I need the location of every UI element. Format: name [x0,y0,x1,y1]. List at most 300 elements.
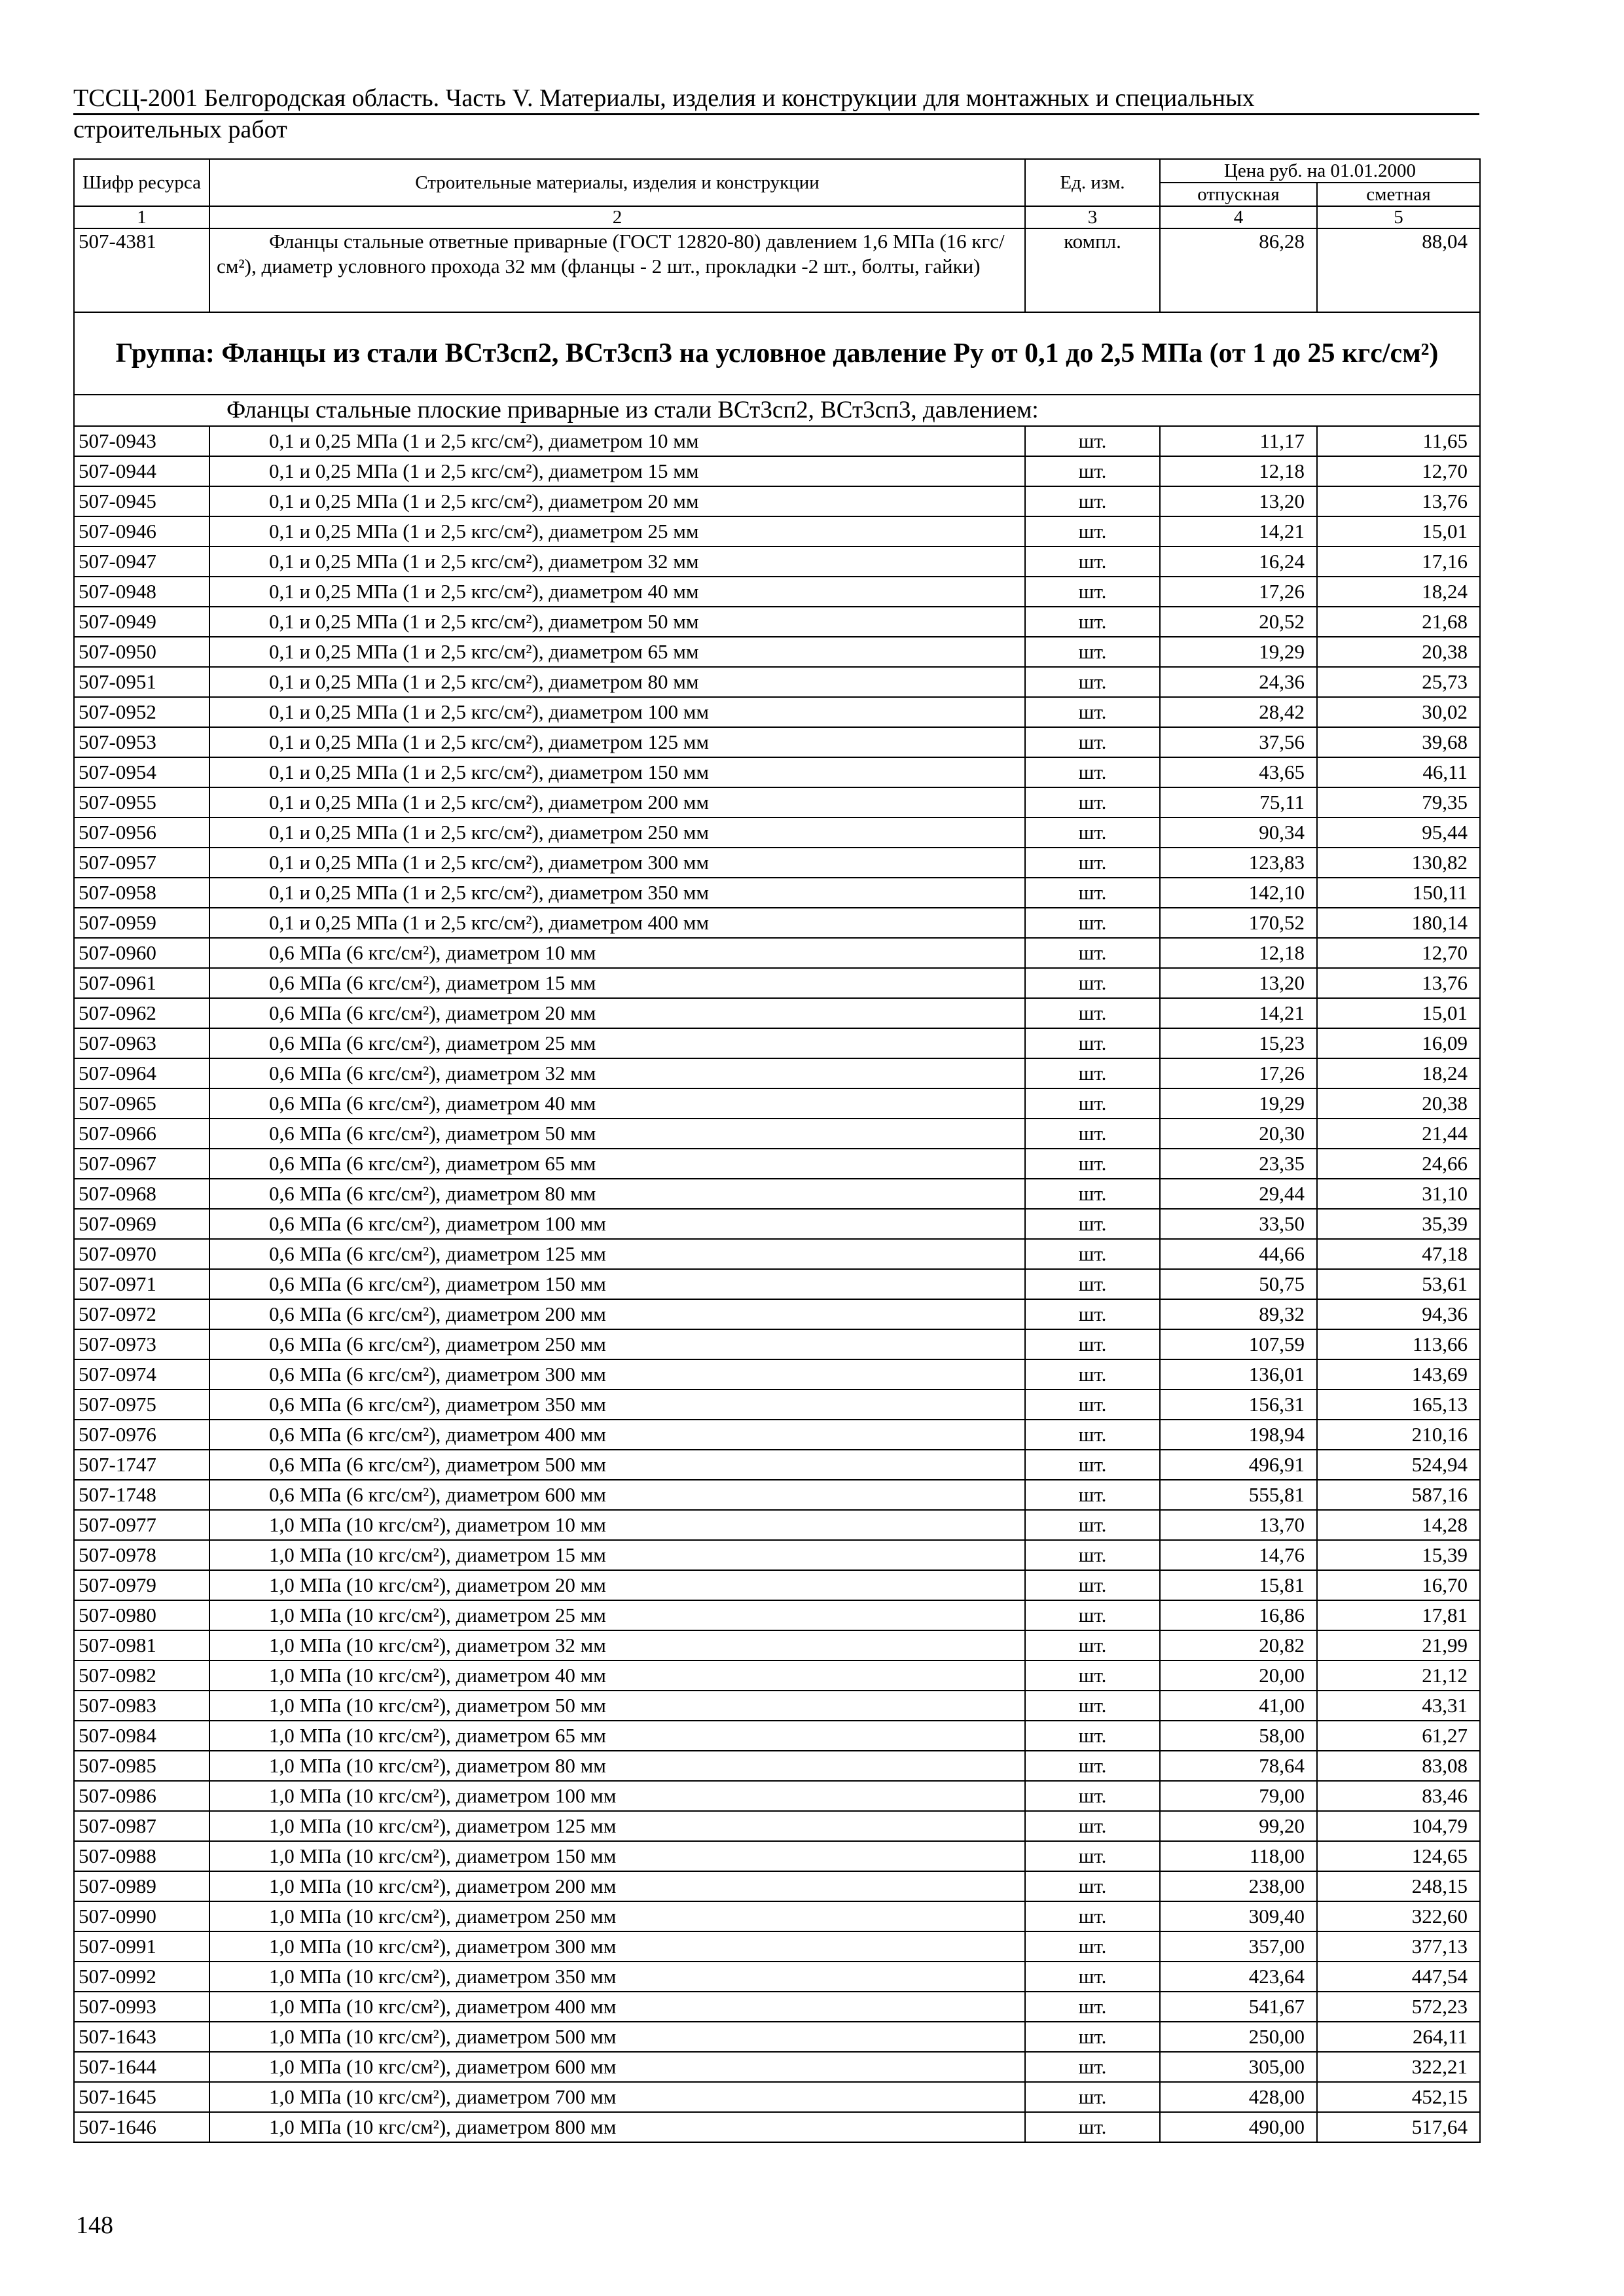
resource-unit: шт. [1025,1329,1160,1359]
table-row [74,228,1480,312]
resource-code: 507-0951 [74,667,209,697]
table-row [74,1028,1480,1058]
resource-name: 1,0 МПа (10 кгс/см²), диаметром 200 мм [209,1871,1025,1901]
column-number: 1 [74,206,209,228]
release-price: 13,20 [1160,486,1317,516]
release-price: 20,82 [1160,1630,1317,1660]
table-row [74,968,1480,998]
release-price: 142,10 [1160,878,1317,908]
estimate-price: 180,14 [1317,908,1480,938]
table-row [74,787,1480,817]
table-row [74,938,1480,968]
release-price: 99,20 [1160,1811,1317,1841]
table-row [74,637,1480,667]
estimate-price: 31,10 [1317,1179,1480,1209]
resource-unit: шт. [1025,998,1160,1028]
resource-code: 507-0987 [74,1811,209,1841]
release-price: 357,00 [1160,1931,1317,1962]
table-row [74,848,1480,878]
resource-unit: шт. [1025,1088,1160,1119]
resource-unit: шт. [1025,1691,1160,1721]
resource-unit: шт. [1025,1420,1160,1450]
estimate-price: 61,27 [1317,1721,1480,1751]
resource-code: 507-0970 [74,1239,209,1269]
column-number: 5 [1317,206,1480,228]
header-estimate-price: сметная [1317,183,1480,206]
table-row [74,1811,1480,1841]
header-title-line2: строительных работ [73,116,287,143]
resource-unit: шт. [1025,1058,1160,1088]
release-price: 13,20 [1160,968,1317,998]
resource-name: 0,1 и 0,25 МПа (1 и 2,5 кгс/см²), диаметром 350 мм [209,878,1025,908]
resource-name: 0,1 и 0,25 МПа (1 и 2,5 кгс/см²), диаметром 15 мм [209,456,1025,486]
table-row [74,1630,1480,1660]
estimate-price: 210,16 [1317,1420,1480,1450]
table-row [74,577,1480,607]
release-price: 58,00 [1160,1721,1317,1751]
resource-unit: шт. [1025,1721,1160,1751]
estimate-price: 39,68 [1317,727,1480,757]
release-price: 305,00 [1160,2052,1317,2082]
release-price: 423,64 [1160,1962,1317,1992]
estimate-price: 12,70 [1317,938,1480,968]
resource-name: 1,0 МПа (10 кгс/см²), диаметром 400 мм [209,1992,1025,2022]
release-price: 123,83 [1160,848,1317,878]
resource-code: 507-0988 [74,1841,209,1871]
resource-code: 507-0954 [74,757,209,787]
estimate-price: 35,39 [1317,1209,1480,1239]
resource-code: 507-0992 [74,1962,209,1992]
resource-code: 507-0961 [74,968,209,998]
table-row [74,1269,1480,1299]
estimate-price: 14,28 [1317,1510,1480,1540]
table-row [74,1721,1480,1751]
resource-name: 0,6 МПа (6 кгс/см²), диаметром 10 мм [209,938,1025,968]
resource-unit: шт. [1025,2082,1160,2112]
release-price: 44,66 [1160,1239,1317,1269]
release-price: 43,65 [1160,757,1317,787]
resource-unit: шт. [1025,2112,1160,2142]
resource-code: 507-0974 [74,1359,209,1390]
resource-code: 507-0944 [74,456,209,486]
release-price: 14,21 [1160,998,1317,1028]
resource-unit: шт. [1025,878,1160,908]
resource-code: 507-0962 [74,998,209,1028]
resource-name: 1,0 МПа (10 кгс/см²), диаметром 350 мм [209,1962,1025,1992]
resource-code: 507-0984 [74,1721,209,1751]
release-price: 309,40 [1160,1901,1317,1931]
resource-code: 507-0989 [74,1871,209,1901]
estimate-price: 524,94 [1317,1450,1480,1480]
header-name: Строительные материалы, изделия и конструкции [209,159,1025,206]
release-price: 12,18 [1160,456,1317,486]
resource-code: 507-0971 [74,1269,209,1299]
resource-code: 507-0965 [74,1088,209,1119]
resource-code: 507-0955 [74,787,209,817]
resource-unit: шт. [1025,1510,1160,1540]
estimate-price: 17,81 [1317,1600,1480,1630]
table-row [74,1962,1480,1992]
release-price: 37,56 [1160,727,1317,757]
release-price: 79,00 [1160,1781,1317,1811]
resource-code: 507-0978 [74,1540,209,1570]
resource-code: 507-1747 [74,1450,209,1480]
estimate-price: 12,70 [1317,456,1480,486]
resource-unit: шт. [1025,787,1160,817]
resource-name: 0,6 МПа (6 кгс/см²), диаметром 80 мм [209,1179,1025,1209]
resource-name: 1,0 МПа (10 кгс/см²), диаметром 250 мм [209,1901,1025,1931]
resource-code: 507-0975 [74,1390,209,1420]
resource-name: 1,0 МПа (10 кгс/см²), диаметром 800 мм [209,2112,1025,2142]
estimate-price: 11,65 [1317,426,1480,456]
resource-name: 0,1 и 0,25 МПа (1 и 2,5 кгс/см²), диаметром 80 мм [209,667,1025,697]
group-title: Группа: Фланцы из стали ВСт3сп2, ВСт3сп3 на условное давление Ру от 0,1 до 2,5 МПа (от 1 до 25 кгс/см²) [74,312,1480,395]
resource-name: 0,6 МПа (6 кгс/см²), диаметром 65 мм [209,1149,1025,1179]
table-row [74,1450,1480,1480]
resource-code: 507-0959 [74,908,209,938]
resource-name: 0,6 МПа (6 кгс/см²), диаметром 350 мм [209,1390,1025,1420]
resource-name: 0,6 МПа (6 кгс/см²), диаметром 125 мм [209,1239,1025,1269]
resource-name: 0,1 и 0,25 МПа (1 и 2,5 кгс/см²), диаметром 300 мм [209,848,1025,878]
table-row [74,1058,1480,1088]
resource-name: 0,1 и 0,25 МПа (1 и 2,5 кгс/см²), диаметром 50 мм [209,607,1025,637]
estimate-price: 377,13 [1317,1931,1480,1962]
release-price: 118,00 [1160,1841,1317,1871]
resource-name: 0,1 и 0,25 МПа (1 и 2,5 кгс/см²), диаметром 150 мм [209,757,1025,787]
page-number: 148 [76,2212,113,2239]
table-body [74,206,1480,2142]
estimate-price: 322,21 [1317,2052,1480,2082]
estimate-price: 587,16 [1317,1480,1480,1510]
resource-code: 507-1748 [74,1480,209,1510]
resource-unit: шт. [1025,1299,1160,1329]
release-price: 90,34 [1160,817,1317,848]
header-code: Шифр ресурса [74,159,209,206]
estimate-price: 43,31 [1317,1691,1480,1721]
resource-name: 1,0 МПа (10 кгс/см²), диаметром 600 мм [209,2052,1025,2082]
table-row [74,607,1480,637]
resource-name: 0,1 и 0,25 МПа (1 и 2,5 кгс/см²), диаметром 65 мм [209,637,1025,667]
resource-unit: шт. [1025,1269,1160,1299]
resource-unit: шт. [1025,1871,1160,1901]
table-row [74,1209,1480,1239]
resource-unit: шт. [1025,1811,1160,1841]
table-row [74,1510,1480,1540]
table-row [74,757,1480,787]
table-row [74,908,1480,938]
estimate-price: 18,24 [1317,1058,1480,1088]
estimate-price: 322,60 [1317,1901,1480,1931]
resource-unit: шт. [1025,727,1160,757]
release-price: 12,18 [1160,938,1317,968]
release-price: 13,70 [1160,1510,1317,1540]
resource-name: 0,6 МПа (6 кгс/см²), диаметром 20 мм [209,998,1025,1028]
table-row [74,1119,1480,1149]
resource-name: Фланцы стальные ответные приварные (ГОСТ 12820-80) давлением 1,6 МПа (16 кгс/см²), диаметр условного прохода 32 мм (фланцы - 2 шт., прокладки -2 шт., болты, гайки) [209,228,1025,312]
resource-code: 507-0966 [74,1119,209,1149]
resource-name: 1,0 МПа (10 кгс/см²), диаметром 15 мм [209,1540,1025,1570]
resource-name: 1,0 МПа (10 кгс/см²), диаметром 10 мм [209,1510,1025,1540]
table-row [74,1299,1480,1329]
resource-unit: шт. [1025,1119,1160,1149]
estimate-price: 16,09 [1317,1028,1480,1058]
resource-name: 0,6 МПа (6 кгс/см²), диаметром 300 мм [209,1359,1025,1390]
header-price: Цена руб. на 01.01.2000 [1160,159,1480,183]
resource-name: 0,1 и 0,25 МПа (1 и 2,5 кгс/см²), диаметром 32 мм [209,547,1025,577]
estimate-price: 53,61 [1317,1269,1480,1299]
resource-unit: шт. [1025,1540,1160,1570]
resource-code: 507-0991 [74,1931,209,1962]
resource-name: 0,6 МПа (6 кгс/см²), диаметром 250 мм [209,1329,1025,1359]
release-price: 75,11 [1160,787,1317,817]
release-price: 14,76 [1160,1540,1317,1570]
estimate-price: 124,65 [1317,1841,1480,1871]
table-row [74,2082,1480,2112]
estimate-price: 21,12 [1317,1660,1480,1691]
estimate-price: 452,15 [1317,2082,1480,2112]
estimate-price: 25,73 [1317,667,1480,697]
resource-name: 1,0 МПа (10 кгс/см²), диаметром 20 мм [209,1570,1025,1600]
resource-unit: шт. [1025,1149,1160,1179]
resource-name: 1,0 МПа (10 кгс/см²), диаметром 32 мм [209,1630,1025,1660]
resource-code: 507-0964 [74,1058,209,1088]
resource-code: 507-0981 [74,1630,209,1660]
resource-name: 1,0 МПа (10 кгс/см²), диаметром 300 мм [209,1931,1025,1962]
resource-unit: шт. [1025,757,1160,787]
release-price: 28,42 [1160,697,1317,727]
table-header [74,159,1480,206]
release-price: 17,26 [1160,577,1317,607]
estimate-price: 79,35 [1317,787,1480,817]
resource-name: 0,1 и 0,25 МПа (1 и 2,5 кгс/см²), диаметром 200 мм [209,787,1025,817]
estimate-price: 20,38 [1317,1088,1480,1119]
estimate-price: 517,64 [1317,2112,1480,2142]
estimate-price: 113,66 [1317,1329,1480,1359]
resource-code: 507-0967 [74,1149,209,1179]
estimate-price: 83,46 [1317,1781,1480,1811]
release-price: 78,64 [1160,1751,1317,1781]
resource-code: 507-0983 [74,1691,209,1721]
resource-unit: шт. [1025,456,1160,486]
release-price: 16,24 [1160,547,1317,577]
estimate-price: 13,76 [1317,486,1480,516]
resource-unit: шт. [1025,1630,1160,1660]
resource-unit: шт. [1025,1931,1160,1962]
release-price: 29,44 [1160,1179,1317,1209]
resource-name: 0,1 и 0,25 МПа (1 и 2,5 кгс/см²), диаметром 400 мм [209,908,1025,938]
resource-code: 507-0943 [74,426,209,456]
resource-name: 1,0 МПа (10 кгс/см²), диаметром 25 мм [209,1600,1025,1630]
release-price: 490,00 [1160,2112,1317,2142]
release-price: 41,00 [1160,1691,1317,1721]
resource-code: 507-0976 [74,1420,209,1450]
resource-name: 0,1 и 0,25 МПа (1 и 2,5 кгс/см²), диаметром 20 мм [209,486,1025,516]
resource-unit: шт. [1025,637,1160,667]
resource-code: 507-0980 [74,1600,209,1630]
resource-unit: шт. [1025,1781,1160,1811]
resource-name: 1,0 МПа (10 кгс/см²), диаметром 40 мм [209,1660,1025,1691]
release-price: 19,29 [1160,1088,1317,1119]
resource-unit: шт. [1025,1359,1160,1390]
resource-code: 507-0963 [74,1028,209,1058]
resource-code: 507-0950 [74,637,209,667]
estimate-price: 15,39 [1317,1540,1480,1570]
estimate-price: 15,01 [1317,998,1480,1028]
release-price: 33,50 [1160,1209,1317,1239]
table-row [74,1841,1480,1871]
table-row [74,1329,1480,1359]
resource-unit: шт. [1025,1179,1160,1209]
resource-code: 507-0973 [74,1329,209,1359]
table-row [74,1901,1480,1931]
resource-unit: шт. [1025,2022,1160,2052]
table-row [74,1992,1480,2022]
estimate-price: 95,44 [1317,817,1480,848]
resource-code: 507-0990 [74,1901,209,1931]
table-row [74,1390,1480,1420]
estimate-price: 143,69 [1317,1359,1480,1390]
estimate-price: 21,44 [1317,1119,1480,1149]
table-row [74,1600,1480,1630]
resource-unit: шт. [1025,1751,1160,1781]
resource-name: 0,1 и 0,25 МПа (1 и 2,5 кгс/см²), диаметром 100 мм [209,697,1025,727]
table-row [74,1239,1480,1269]
resource-unit: шт. [1025,607,1160,637]
release-price: 17,26 [1160,1058,1317,1088]
release-price: 156,31 [1160,1390,1317,1420]
estimate-price: 15,01 [1317,516,1480,547]
resource-code: 507-0956 [74,817,209,848]
release-price: 15,81 [1160,1570,1317,1600]
estimate-price: 21,68 [1317,607,1480,637]
resource-code: 507-0947 [74,547,209,577]
release-price: 20,30 [1160,1119,1317,1149]
resource-unit: шт. [1025,2052,1160,2082]
resource-code: 507-1643 [74,2022,209,2052]
table-row [74,1149,1480,1179]
table-row [74,456,1480,486]
estimate-price: 104,79 [1317,1811,1480,1841]
estimate-price: 17,16 [1317,547,1480,577]
table-row [74,817,1480,848]
resource-unit: шт. [1025,1028,1160,1058]
resource-code: 507-0972 [74,1299,209,1329]
table-row [74,1480,1480,1510]
resource-code: 507-0958 [74,878,209,908]
estimate-price: 150,11 [1317,878,1480,908]
table-row [74,878,1480,908]
resource-unit: шт. [1025,1660,1160,1691]
release-price: 20,00 [1160,1660,1317,1691]
estimate-price: 16,70 [1317,1570,1480,1600]
resource-code: 507-0968 [74,1179,209,1209]
release-price: 198,94 [1160,1420,1317,1450]
resource-code: 507-0948 [74,577,209,607]
table-row [74,1751,1480,1781]
estimate-price: 88,04 [1317,228,1480,312]
resource-name: 0,6 МПа (6 кгс/см²), диаметром 100 мм [209,1209,1025,1239]
release-price: 496,91 [1160,1450,1317,1480]
resource-unit: шт. [1025,1450,1160,1480]
release-price: 16,86 [1160,1600,1317,1630]
estimate-price: 165,13 [1317,1390,1480,1420]
estimate-price: 18,24 [1317,577,1480,607]
estimate-price: 47,18 [1317,1239,1480,1269]
estimate-price: 20,38 [1317,637,1480,667]
resource-unit: шт. [1025,547,1160,577]
estimate-price: 130,82 [1317,848,1480,878]
release-price: 555,81 [1160,1480,1317,1510]
resource-unit: шт. [1025,908,1160,938]
release-price: 107,59 [1160,1329,1317,1359]
resource-unit: компл. [1025,228,1160,312]
resource-code: 507-0949 [74,607,209,637]
resource-code: 507-0993 [74,1992,209,2022]
resource-unit: шт. [1025,1600,1160,1630]
column-number: 4 [1160,206,1317,228]
release-price: 238,00 [1160,1871,1317,1901]
resource-code: 507-1645 [74,2082,209,2112]
estimate-price: 30,02 [1317,697,1480,727]
release-price: 20,52 [1160,607,1317,637]
resource-code: 507-1646 [74,2112,209,2142]
release-price: 136,01 [1160,1359,1317,1390]
table-row [74,998,1480,1028]
resource-name: 0,6 МПа (6 кгс/см²), диаметром 400 мм [209,1420,1025,1450]
group-row [74,312,1480,395]
resource-unit: шт. [1025,516,1160,547]
estimate-price: 24,66 [1317,1149,1480,1179]
table-row [74,1781,1480,1811]
resource-unit: шт. [1025,667,1160,697]
resource-name: 0,1 и 0,25 МПа (1 и 2,5 кгс/см²), диаметром 10 мм [209,426,1025,456]
column-number-row [74,206,1480,228]
resource-name: 0,6 МПа (6 кгс/см²), диаметром 15 мм [209,968,1025,998]
resource-unit: шт. [1025,1841,1160,1871]
table-row [74,1359,1480,1390]
resource-unit: шт. [1025,968,1160,998]
estimate-price: 447,54 [1317,1962,1480,1992]
table-row [74,1540,1480,1570]
release-price: 428,00 [1160,2082,1317,2112]
estimate-price: 83,08 [1317,1751,1480,1781]
resource-unit: шт. [1025,938,1160,968]
estimate-price: 264,11 [1317,2022,1480,2052]
resource-code: 507-1644 [74,2052,209,2082]
resource-name: 0,6 МПа (6 кгс/см²), диаметром 600 мм [209,1480,1025,1510]
resource-name: 0,6 МПа (6 кгс/см²), диаметром 500 мм [209,1450,1025,1480]
table-row [74,727,1480,757]
resource-code: 507-0986 [74,1781,209,1811]
resource-name: 1,0 МПа (10 кгс/см²), диаметром 700 мм [209,2082,1025,2112]
table-row [74,2022,1480,2052]
table-row [74,516,1480,547]
resource-unit: шт. [1025,1901,1160,1931]
release-price: 170,52 [1160,908,1317,938]
resource-unit: шт. [1025,1570,1160,1600]
release-price: 50,75 [1160,1269,1317,1299]
resource-unit: шт. [1025,817,1160,848]
resource-code: 507-0957 [74,848,209,878]
resource-code: 507-0960 [74,938,209,968]
resource-unit: шт. [1025,697,1160,727]
release-price: 11,17 [1160,426,1317,456]
release-price: 14,21 [1160,516,1317,547]
release-price: 24,36 [1160,667,1317,697]
resource-name: 0,1 и 0,25 МПа (1 и 2,5 кгс/см²), диаметром 40 мм [209,577,1025,607]
table-row [74,426,1480,456]
resource-code: 507-0953 [74,727,209,757]
